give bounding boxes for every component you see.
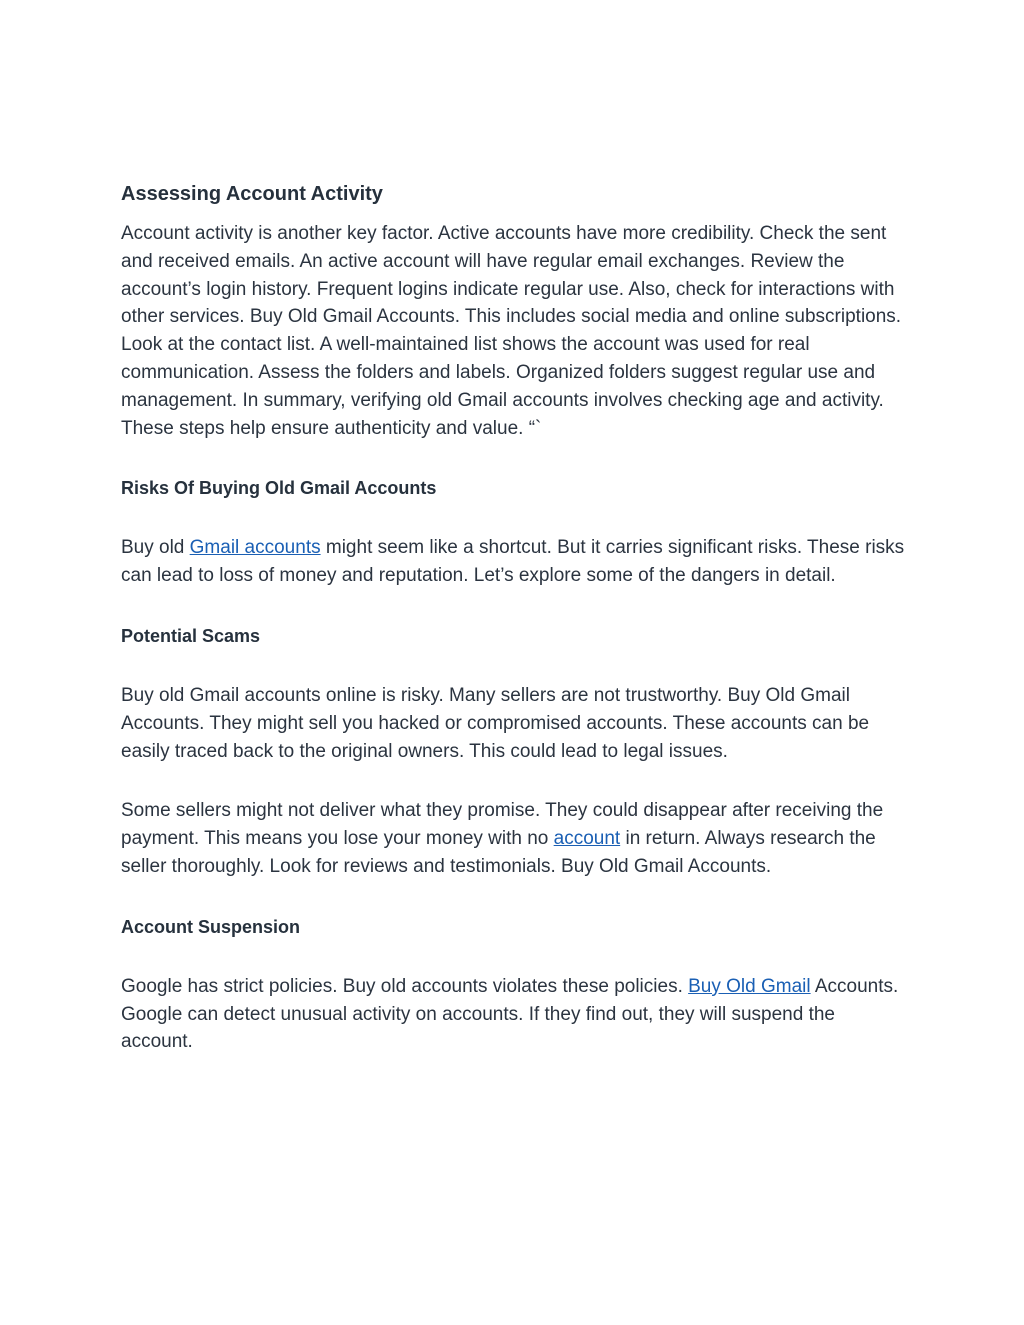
paragraph-risks-text-end: might seem like a shortcut. But it carries significant risks. These risks can lead to loss of money and reputation. Let’s explore some of the dangers in detail. [121,537,905,587]
gmail-accounts-link[interactable]: Gmail accounts [189,537,321,559]
buy-old-gmail-link[interactable]: Buy Old Gmail [688,975,811,997]
document-page [121,180,911,1056]
spacer [121,941,911,973]
section-heading-scams: Potential Scams [121,625,261,646]
spacer [121,881,911,913]
spacer [121,650,911,682]
paragraph-scams-2 [121,797,911,880]
paragraph-assessing-activity: Account activity is another key factor. Active accounts have more credibility. Check the sent and received emails. An active account will have regular email exchanges. Review the account’s login history. Frequent logins indicate regular use. Also, check for interactions with other services. Buy Old Gmail Accounts. This includes social media and online subscriptions. Look at the contact list. A well-maintained list shows the account was used for real communication. Assess the folders and labels. Organized folders suggest regular use and management. In summary, verifying old Gmail accounts involves checking age and activity. These steps help ensure authenticity and value. “` [121,223,902,439]
spacer [121,590,911,622]
paragraph-risks [121,534,911,590]
paragraph-scams-2-text-end: in return. Always research the seller thoroughly. Look for reviews and testimonials. Buy Old Gmail Accounts. [121,828,876,877]
section-heading-suspension: Account Suspension [121,916,301,937]
spacer [121,765,911,797]
section-heading-assessing-activity: Assessing Account Activity [121,183,383,205]
paragraph-scams-2-text-start: Some sellers might not deliver what they promise. They could disappear after receiving the payment. This means you lose your money with no [121,800,884,850]
paragraph-suspension-text-start: Google has strict policies. Buy old accounts violates these policies. [121,975,689,997]
paragraph-suspension-text-end: Accounts. Google can detect unusual activity on accounts. If they find out, they will suspend the account. [121,975,899,1053]
spacer [121,502,911,534]
spacer [121,442,911,474]
paragraph-suspension [121,973,911,1056]
paragraph-scams-1: Buy old Gmail accounts online is risky. Many sellers are not trustworthy. Buy Old Gmail Accounts. They might sell you hacked or compromised accounts. These accounts can be easily traced back to the original owners. This could lead to legal issues. [121,684,870,762]
paragraph-risks-text-start: Buy old [121,537,190,559]
account-link[interactable]: account [553,828,621,850]
section-heading-risks: Risks Of Buying Old Gmail Accounts [121,478,437,499]
